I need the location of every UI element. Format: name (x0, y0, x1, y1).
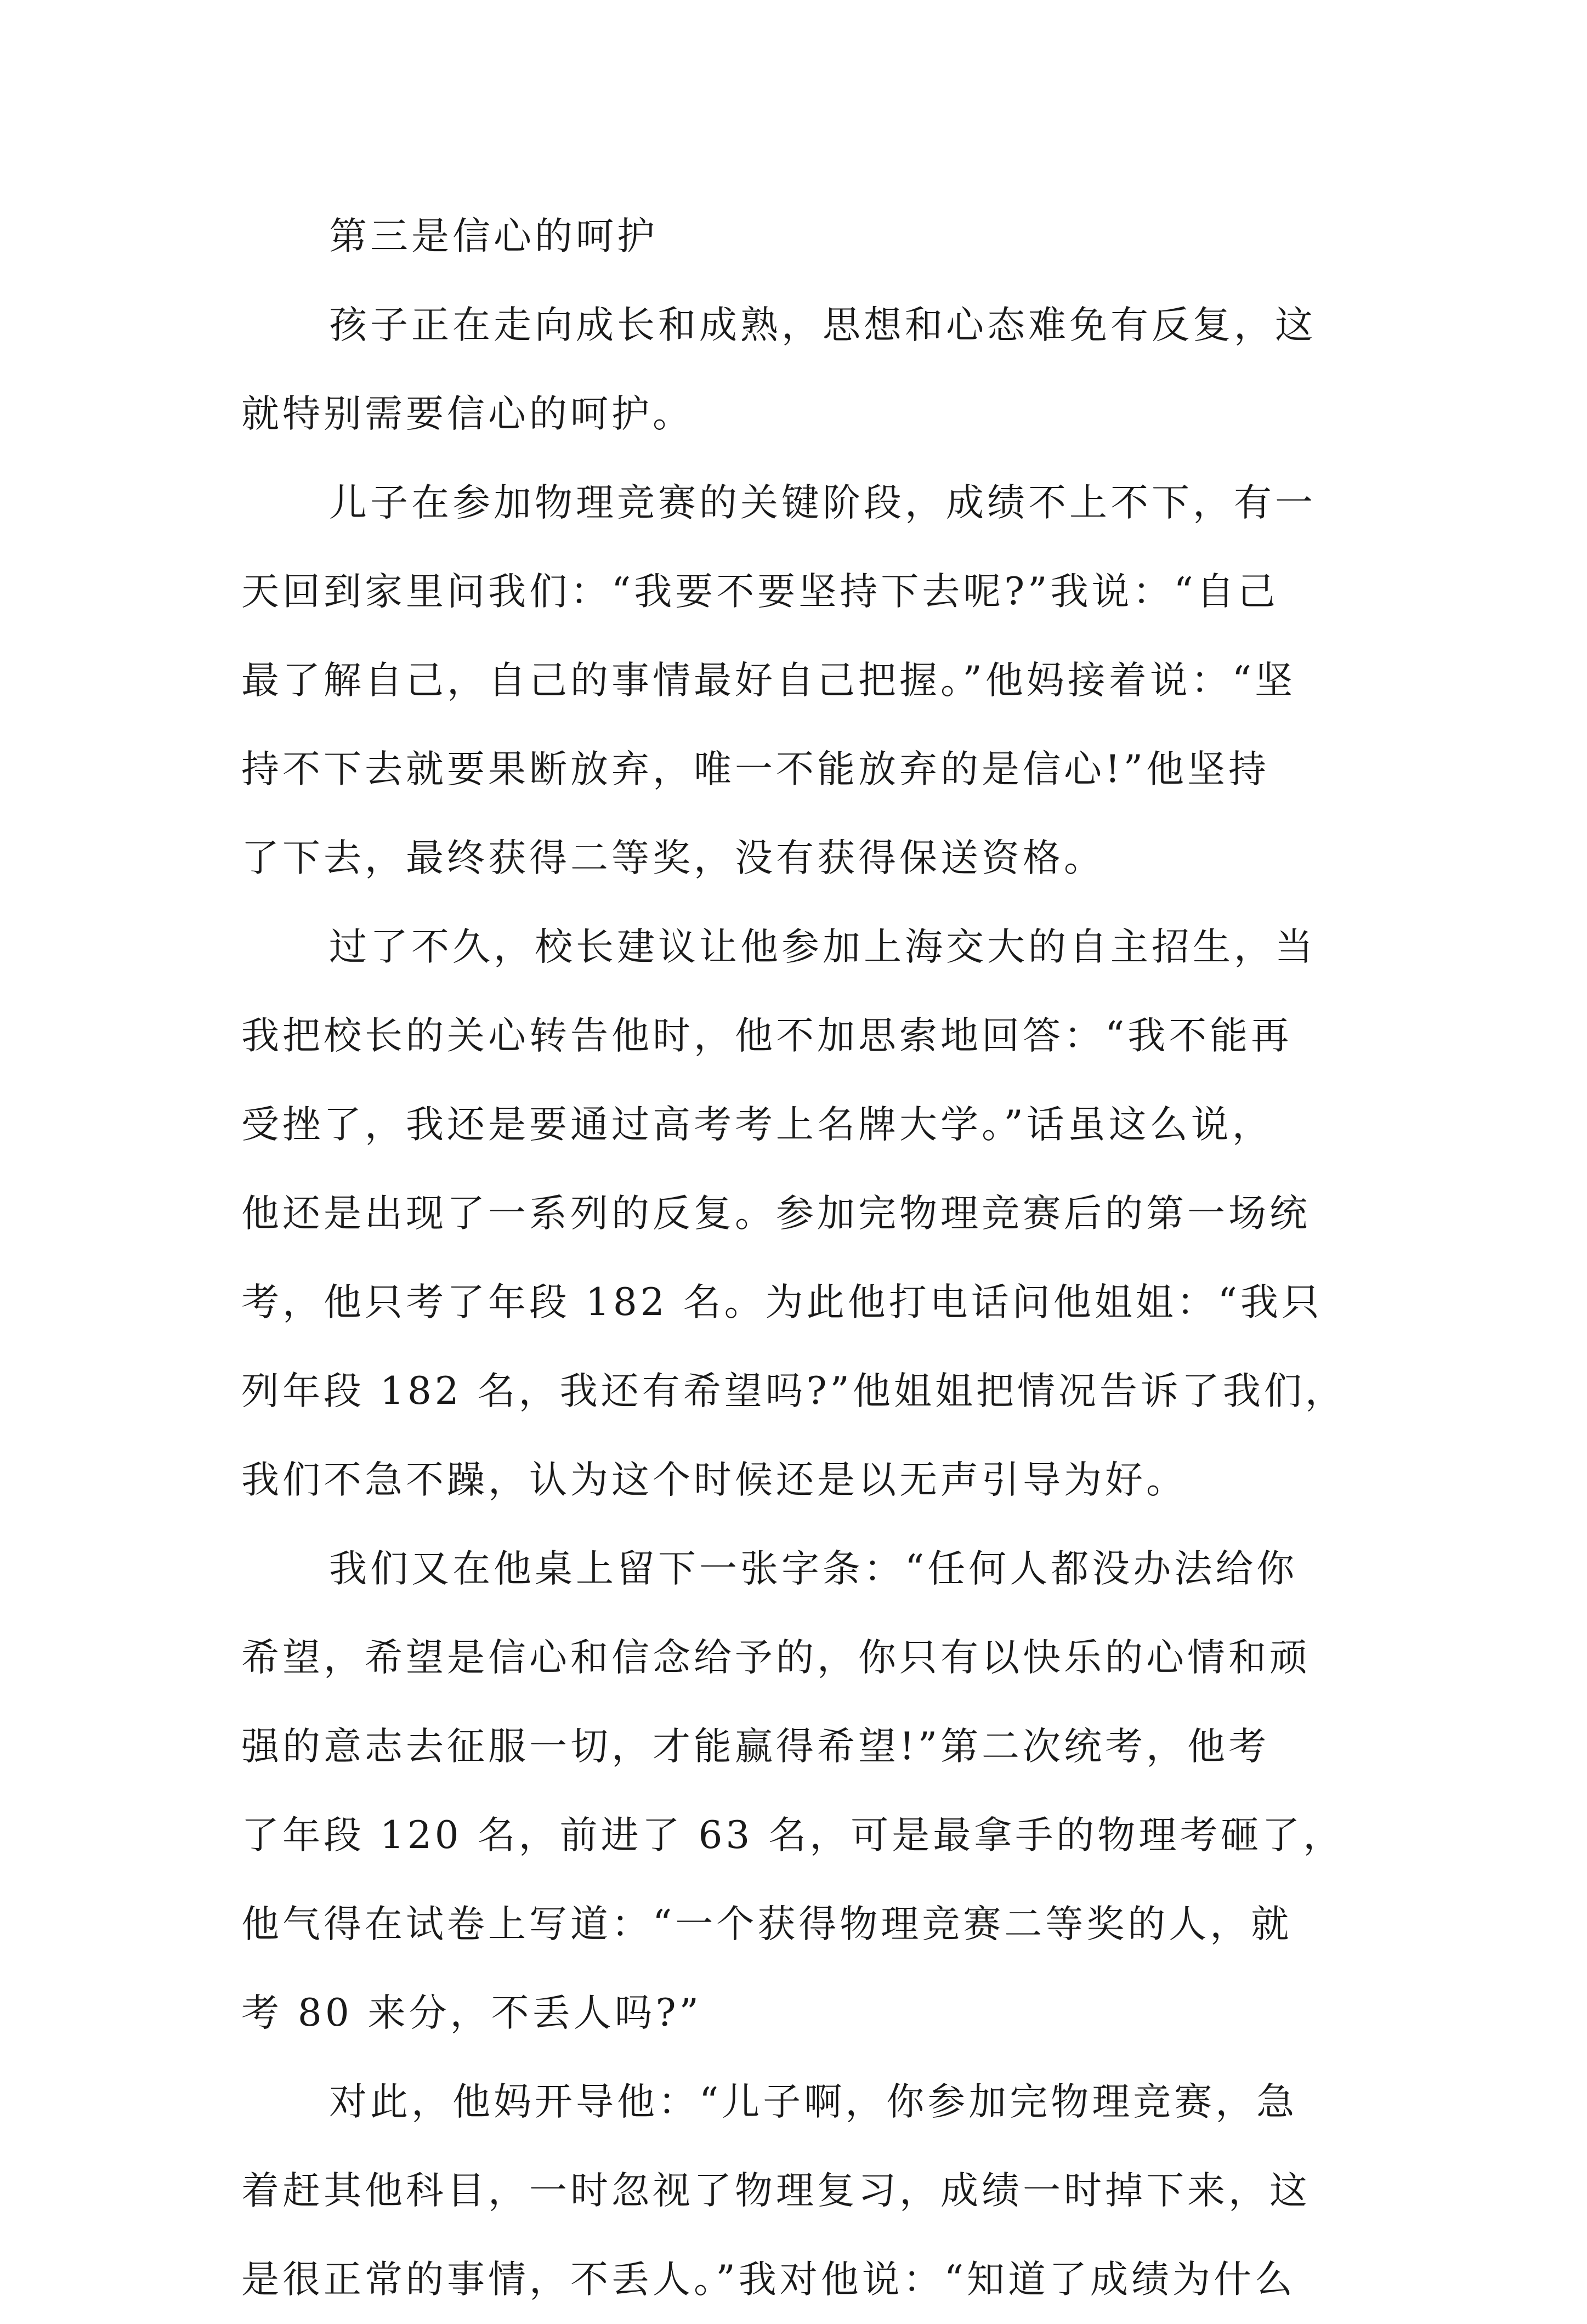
text-line: 天回到家里问我们：“我要不要坚持下去呢?”我说：“自己 (241, 570, 1279, 614)
text-line: 我们又在他桌上留下一张字条：“任何人都没办法给你 (329, 1547, 1298, 1591)
text-line: 过了不久，校长建议让他参加上海交大的自主招生，当 (329, 925, 1316, 969)
text-line: 着赶其他科目，一时忽视了物理复习，成绩一时掉下来，这 (241, 2169, 1311, 2213)
text-line: 了下去，最终获得二等奖，没有获得保送资格。 (241, 836, 1105, 880)
body-text (241, 192, 1349, 2324)
text-line: 我们不急不躁，认为这个时候还是以无声引导为好。 (241, 1458, 1187, 1502)
text-line: 就特别需要信心的呵护。 (241, 392, 694, 436)
text-line: 强的意志去征服一切，才能赢得希望!”第二次统考，他考 (241, 1725, 1270, 1768)
text-line: 我把校长的关心转告他时，他不加思索地回答：“我不能再 (241, 1014, 1293, 1058)
text-line: 是很正常的事情，不丢人。”我对他说：“知道了成绩为什么 (241, 2258, 1296, 2302)
text-line: 他气得在试卷上写道：“一个获得物理竞赛二等奖的人，就 (241, 1902, 1293, 1946)
section-heading: 第三是信心的呵护 (329, 214, 658, 258)
text-line: 持不下去就要果断放弃，唯一不能放弃的是信心!”他坚持 (241, 747, 1270, 791)
text-line: 考，他只考了年段 182 名。为此他打电话问他姐姐：“我只 (241, 1280, 1323, 1324)
text-line: 对此，他妈开导他：“儿子啊，你参加完物理竞赛，急 (329, 2080, 1298, 2124)
text-line: 列年段 182 名，我还有希望吗?”他姐姐把情况告诉了我们， (241, 1369, 1346, 1413)
text-line: 他还是出现了一系列的反复。参加完物理竞赛后的第一场统 (241, 1192, 1311, 1235)
text-line: 最了解自己，自己的事情最好自己把握。”他妈接着说：“坚 (241, 659, 1296, 702)
text-line: 了年段 120 名，前进了 63 名，可是最拿手的物理考砸了， (241, 1813, 1345, 1857)
text-line: 受挫了，我还是要通过高考考上名牌大学。”话虽这么说， (241, 1103, 1273, 1147)
text-line: 考 80 来分，不丢人吗?” (241, 1991, 702, 2035)
text-line: 希望，希望是信心和信念给予的，你只有以快乐的心情和顽 (241, 1636, 1311, 1680)
text-line: 孩子正在走向成长和成熟，思想和心态难免有反复，这 (329, 303, 1316, 347)
text-line: 儿子在参加物理竞赛的关键阶段，成绩不上不下，有一 (329, 481, 1316, 525)
